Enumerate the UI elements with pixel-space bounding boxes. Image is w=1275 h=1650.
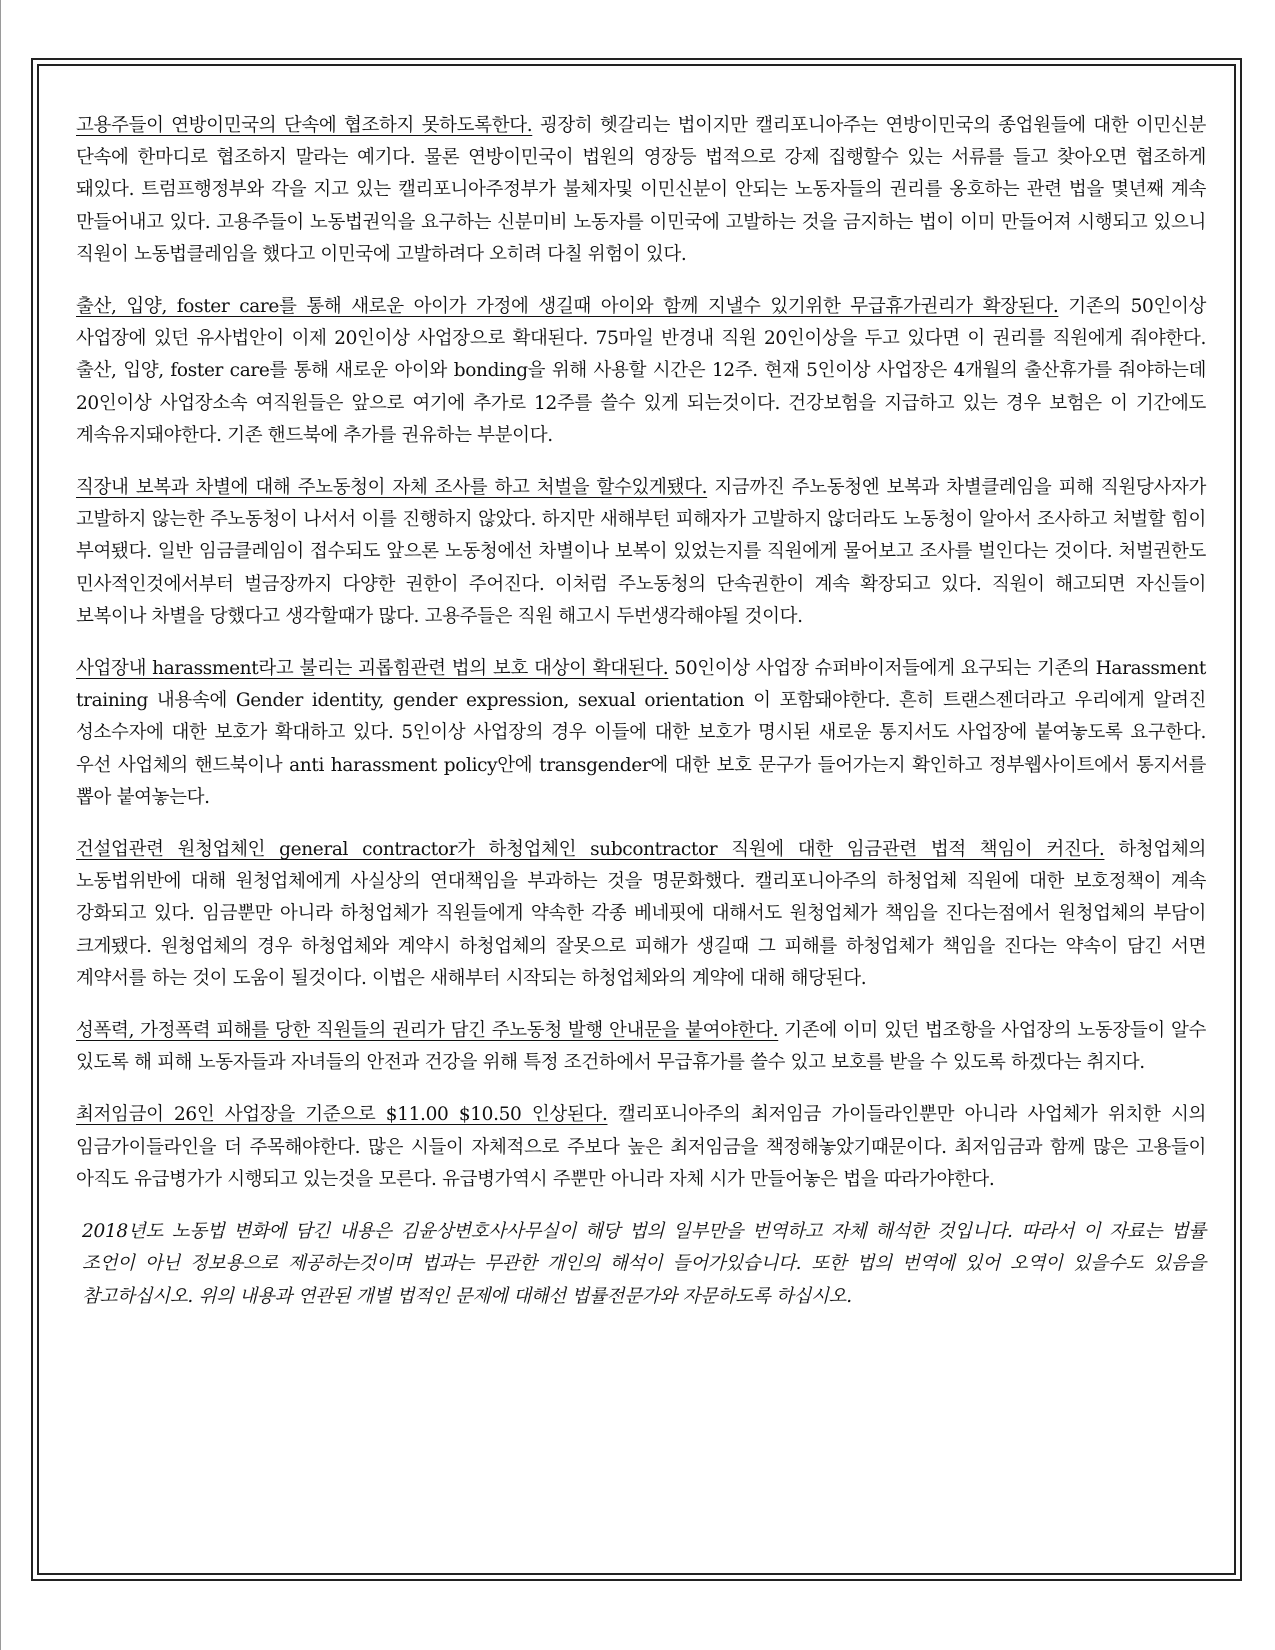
document-body [76, 110, 1206, 1313]
section-body: 50인이상 사업장 슈퍼바이저들에게 요구되는 기존의 Harassment training 내용속에 Gender identity, gender expression, sexual orientation 이 포함돼야한다. 흔히 트랜스젠더라고 우리에게 알려진 성소수자에 대한 보호가 확대하고 있다. 5인이상 사업장의 경우 이들에 대한 보호가 명시된 새로운 통지서도 사업장에 붙여놓도록 요구한다. 우선 사업체의 핸드북이나 anti harassment policy안에 transgender에 대한 보호 문구가 들어가는지 확인하고 정부웹사이트에서 통지서를 뽑아 붙여놓는다. [76, 658, 1206, 808]
section-heading: 출산, 입양, foster care를 통해 새로운 아이가 가정에 생길때 아이와 함께 지낼수 있기위한 무급휴가권리가 확장된다. [76, 296, 1059, 318]
section-body: 굉장히 헷갈리는 법이지만 캘리포니아주는 연방이민국의 종업원들에 대한 이민신분 단속에 한마디로 협조하지 말라는 예기다. 물론 연방이민국이 법원의 영장등 법적으로 강제 집행할수 있는 서류를 들고 찾아오면 협조하게 돼있다. 트럼프행정부와 각을 지고 있는 캘리포니아주정부가 불체자및 이민신분이 안되는 노동자들의 권리를 옹호하는 관련 법을 몇년째 계속 만들어내고 있다. 고용주들이 노동법권익을 요구하는 신분미비 노동자를 이민국에 고발하는 것을 금지하는 법이 이미 만들어져 시행되고 있으니 직원이 노동법클레임을 했다고 이민국에 고발하려다 오히려 다칠 위험이 있다. [76, 115, 1206, 265]
section-heading: 직장내 보복과 차별에 대해 주노동청이 자체 조사를 하고 처벌을 할수있게됐다. [76, 477, 708, 499]
section-heading: 최저임금이 26인 사업장을 기준으로 $11.00 $10.50 인상된다. [76, 1104, 608, 1126]
section-harassment-protection [76, 653, 1206, 814]
section-contractor-liability [76, 834, 1206, 995]
section-body: 기존의 50인이상 사업장에 있던 유사법안이 이제 20인이상 사업장으로 확대된다. 75마일 반경내 직원 20인이상을 두고 있다면 이 권리를 직원에게 줘야한다. 출산, 입양, foster care를 통해 새로운 아이와 bonding을 위해 사용할 시간은 12주. 현재 5인이상 사업장은 4개월의 출산휴가를 줘야하는데 20인이상 사업장소속 여직원들은 앞으로 여기에 추가로 12주를 쓸수 있게 되는것이다. 건강보험을 지급하고 있는 경우 보험은 이 기간에도 계속유지돼야한다. 기존 핸드북에 추가를 권유하는 부분이다. [76, 296, 1207, 446]
section-body: 캘리포니아주의 최저임금 가이들라인뿐만 아니라 사업체가 위치한 시의 임금가이들라인을 더 주목해야한다. 많은 시들이 자체적으로 주보다 높은 최저임금을 책정해놓았기때문이다. 최저임금과 함께 많은 고용들이 아직도 유급병가가 시행되고 있는것을 모른다. 유급병가역시 주뿐만 아니라 자체 시가 만들어놓은 법을 따라가야한다. [76, 1104, 1206, 1190]
section-immigration-enforcement [76, 110, 1206, 271]
page-edge-line [0, 0, 1, 1650]
section-body: 기존에 이미 있던 법조항을 사업장의 노동장들이 알수 있도록 해 피해 노동자들과 자녀들의 안전과 건강을 위해 특정 조건하에서 무급휴가를 쓸수 있고 보호를 받을 수 있도록 하겠다는 취지다. [76, 1020, 1206, 1074]
section-heading: 성폭력, 가정폭력 피해를 당한 직원들의 권리가 담긴 주노동청 발행 안내문을 붙여야한다. [76, 1020, 779, 1042]
section-violence-victims-notice [76, 1015, 1206, 1079]
section-retaliation-discrimination [76, 472, 1206, 633]
disclaimer-note: 2018년도 노동법 변화에 담긴 내용은 김윤상변호사사무실이 해당 법의 일부만을 번역하고 자체 해석한 것입니다. 따라서 이 자료는 법률 조언이 아닌 정보용으로 제공하는것이며 법과는 무관한 개인의 해석이 들어가있습니다. 또한 법의 번역에 있어 오역이 있을수도 있음을 참고하십시오. 위의 내용과 연관된 개별 법적인 문제에 대해선 법률전문가와 자문하도록 하십시오. [82, 1221, 1206, 1307]
section-family-leave [76, 291, 1206, 452]
section-body: 하청업체의 노동법위반에 대해 원청업체에게 사실상의 연대책임을 부과하는 것을 명문화했다. 캘리포니아주의 하청업체 직원에 대한 보호정책이 계속 강화되고 있다. 임금뿐만 아니라 하청업체가 직원들에게 약속한 각종 베네핏에 대해서도 원청업체가 책임을 진다는점에서 원청업체의 부담이 크게됐다. 원청업체의 경우 하청업체와 계약시 하청업체의 잘못으로 피해가 생길때 그 피해를 하청업체가 책임을 진다는 약속이 담긴 서면 계약서를 하는 것이 도움이 될것이다. 이법은 새해부터 시작되는 하청업체와의 계약에 대해 해당된다. [76, 839, 1206, 989]
section-body: 지금까진 주노동청엔 보복과 차별클레임을 피해 직원당사자가 고발하지 않는한 주노동청이 나서서 이를 진행하지 않았다. 하지만 새해부턴 피해자가 고발하지 않더라도 노동청이 알아서 조사하고 처벌할 힘이 부여됐다. 일반 임금클레임이 접수되도 앞으론 노동청에선 차별이나 보복이 있었는지를 직원에게 물어보고 조사를 벌인다는 것이다. 처벌권한도 민사적인것에서부터 벌금장까지 다양한 권한이 주어진다. 이처럼 주노동청의 단속권한이 계속 확장되고 있다. 직원이 해고되면 자신들이 보복이나 차별을 당했다고 생각할때가 많다. 고용주들은 직원 해고시 두번생각해야될 것이다. [76, 477, 1207, 627]
section-heading: 고용주들이 연방이민국의 단속에 협조하지 못하도록한다. [76, 115, 533, 136]
section-heading: 사업장내 harassment라고 불리는 괴롭힘관련 법의 보호 대상이 확대된다. [76, 658, 669, 680]
section-minimum-wage [76, 1099, 1206, 1196]
section-heading: 건설업관련 원청업체인 general contractor가 하청업체인 subcontractor 직원에 대한 임금관련 법적 책임이 커진다. [76, 839, 1105, 861]
